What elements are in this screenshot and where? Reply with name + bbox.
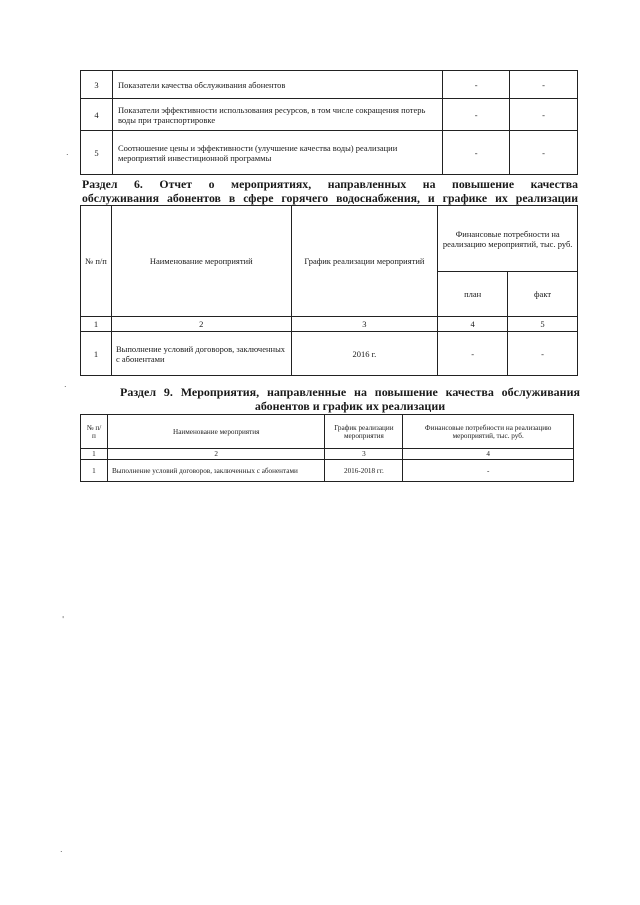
col-number: 1: [81, 449, 108, 460]
section9-table: [80, 414, 574, 482]
header-plan: план: [438, 272, 508, 317]
row-number: 4: [81, 99, 113, 131]
fact-value: -: [508, 332, 578, 376]
col-number: 4: [403, 449, 574, 460]
fact-value: -: [510, 99, 578, 131]
measure-name: Выполнение условий договоров, заключенных с абонентами: [111, 332, 291, 376]
section9-heading-line1: Раздел 9. Мероприятия, направленные на повышение качества обслуживания: [120, 385, 580, 399]
col-number: 3: [291, 317, 438, 332]
table-row: [81, 460, 574, 482]
fact-value: -: [510, 71, 578, 99]
scan-speck: .: [64, 380, 67, 389]
indicator-name: Показатели эффективности использования ресурсов, в том числе сокращения потерь воды при транспортировке: [112, 99, 442, 131]
header-finance: Финансовые потребности на реализацию мероприятий, тыс. руб.: [403, 415, 574, 449]
plan-value: -: [443, 99, 510, 131]
plan-value: -: [438, 332, 508, 376]
table-row: [81, 71, 578, 99]
header-finance: Финансовые потребности на реализацию мероприятий, тыс. руб.: [438, 206, 578, 272]
scan-speck: .: [66, 148, 69, 157]
col-number: 1: [81, 317, 112, 332]
column-number-row: [81, 449, 574, 460]
indicators-table: [80, 70, 578, 175]
table-row: [81, 332, 578, 376]
section9-heading: [120, 385, 580, 413]
table-row: [81, 131, 578, 175]
header-num: № п/п: [81, 206, 112, 317]
schedule-value: 2016-2018 гг.: [325, 460, 403, 482]
col-number: 4: [438, 317, 508, 332]
fact-value: -: [510, 131, 578, 175]
schedule-value: 2016 г.: [291, 332, 438, 376]
scan-speck: ': [62, 615, 65, 624]
section6-heading-line1: Раздел 6. Отчет о мероприятиях, направленных на повышение качества: [82, 177, 578, 191]
indicator-name: Показатели качества обслуживания абонентов: [112, 71, 442, 99]
section6-table: [80, 205, 578, 376]
header-num: № п/п: [81, 415, 108, 449]
col-number: 3: [325, 449, 403, 460]
measure-name: Выполнение условий договоров, заключенных с абонентами: [107, 460, 324, 482]
section6-heading-line2: обслуживания абонентов в сфере горячего водоснабжения, и графике их реализации: [82, 191, 578, 205]
col-number: 5: [508, 317, 578, 332]
row-number: 1: [81, 332, 112, 376]
scan-speck: .: [60, 845, 63, 854]
row-number: 3: [81, 71, 113, 99]
plan-value: -: [443, 131, 510, 175]
header-fact: факт: [508, 272, 578, 317]
row-number: 5: [81, 131, 113, 175]
section9-heading-line2: абонентов и график их реализации: [254, 399, 446, 413]
indicator-name: Соотношение цены и эффективности (улучшение качества воды) реализации мероприятий инвестиционной программы: [112, 131, 442, 175]
column-number-row: [81, 317, 578, 332]
col-number: 2: [111, 317, 291, 332]
plan-value: -: [443, 71, 510, 99]
header-schedule: График реализации мероприятий: [291, 206, 438, 317]
table-row: [81, 99, 578, 131]
row-number: 1: [81, 460, 108, 482]
header-name: Наименование мероприятий: [111, 206, 291, 317]
header-name: Наименование мероприятия: [107, 415, 324, 449]
header-schedule: График реализации мероприятия: [325, 415, 403, 449]
col-number: 2: [107, 449, 324, 460]
section6-heading: [82, 177, 578, 205]
finance-value: -: [403, 460, 574, 482]
